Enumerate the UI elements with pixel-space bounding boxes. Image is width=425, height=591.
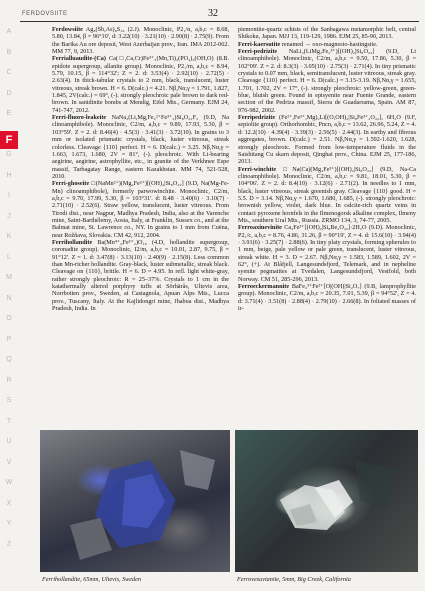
- index-letter-v: V: [6, 458, 12, 466]
- mineral-description: renamed → oxo-magnesio-hastingsite.: [281, 40, 378, 48]
- mineral-entry: [238, 283, 416, 312]
- index-letter-s: S: [6, 397, 12, 404]
- running-header-section: FERDOVSIITE: [22, 11, 68, 17]
- mineral-entry: [238, 48, 416, 114]
- index-letter-w: W: [5, 479, 13, 486]
- mineral-formula: Ca₂Fe²⁺[(OH)₂|Si₈Be₂O₂₂]·2H₂O: [284, 224, 367, 232]
- index-letter-b: B: [6, 48, 12, 56]
- mineral-description: (9.D, Na clinoamphibole). Monoclinic, C2/m, a,b,c = 9.89, 17.93, 5.30, β = 103°59'. Z = 2. d: 8.46(4) · 4.5(3) · 3.41(3) · 3.72(10). In grains to 3 mm or isolated prismatic crystals, black, luster vitreous, streak colorless. Cleavage {110} perfect. H = 6. D(calc.) = 3.25. Nβ,Nα,γ = 1.663, 1.673, 1.680, 2V = 81°, (-). pleochroic. With Li-bearing aegirine, aegirine, astrophyllite, etc., in granite of the Verkhnee Espe massif, Tarbagatay Range, eastern Kazakhstan. MM 74, 521-528, 2010.: [52, 114, 230, 180]
- mineral-formula: NaLi₂(LiMg₂Fe₂³⁺)[(OH)₂|Si₈O₂₂]: [288, 48, 375, 56]
- mineral-description: (9.B, lamprophyllite group). Monoclinic, C2/m, a,b,c = 20.35, 7.01, 5.39, β = 94°52', Z = 4. d: 3.71(4) · 3.51(8) · 2.88(4) · 2.79(10) · 2.66(8). In foliated masses of ir-: [238, 283, 417, 313]
- mineral-description: piemontite-quartz schists of the Sanbagawa metamorphic belt, central Shikoku, Japan. MJJ 13, 119-129, 1986. EJM 25, 85-90, 2013.: [238, 26, 416, 41]
- mineral-description: (4.D, hollandite supergroup, coronadite group). Monoclinic, I2/m, a,b,c = 10.01, 2.87, 9.75, β = 91°12'. Z = 1. d: 3.47(8) · 3.13(10) · 2.40(9) · 2.15(8). Less common than Mn-richer hollandite. Gray-black, luster submetallic, streak black. Cleavage on {110}, brittle. H = 6. D = 4.95. In refl. light white-gray, rather strongly pleochroic: R = 25–37%. Crystals to 1 cm in the katathermally altered porphyry tuffs at Sörhärås, Ultevis area, Norrbotten prov., Sweden, at Castagnola, Apuan Alps Mts., Lucca prov., Tuscany, Italy. At the Kajlidongri mine, Jhabua dist., Madhya Pradesh, India. In: [52, 238, 229, 313]
- index-letter-q: Q: [6, 356, 12, 363]
- mineral-name: Ferri-pedrizite: [238, 48, 278, 56]
- ferrihollandite-photo: [40, 430, 230, 572]
- index-letter-e: E: [6, 110, 12, 117]
- index-letter-r: R: [6, 376, 12, 384]
- mineral-name: Ferroaxinevinite: [238, 224, 282, 232]
- mineral-entry: [238, 224, 416, 283]
- index-letter-x: X: [6, 499, 12, 507]
- mineral-description: (9.D, Na(Mg-Fe-Mn) clinoamphibole), formerly parwowinchite. Monoclinic, C2/m, a,b,c = 9.70, 17.99, 5.30, β = 103°31'. d: 8.48 · 3.40(6) · 3.10(7) · 2.71(10) · 2.52(6). Straw yellow, translucent, luster vitreous. From Tirodi dist., near Nagpur, Madhya Pradesh, India, also at the Varenche mine, Saint-Barthélemy, Aosta, Italy, at Franklin, Sussex co., and at the Balmat mine, St. Lawrence co., NY. In grains to 1 mm from Cuëna, near Rožňava, Slovakia. CM 42, 912, 2004.: [52, 180, 229, 239]
- right-text-column: [238, 26, 416, 312]
- index-letter-k: K: [6, 233, 12, 240]
- mineral-formula: Ba(Mn⁴⁺₆Fe³⁺₂)O₁₆: [97, 238, 147, 246]
- mineral-formula: □(NaMn²⁺)(Mg₄Fe³⁺)[(OH)₂|Si₈O₂₂]: [91, 180, 184, 188]
- mineral-entry: [238, 166, 416, 225]
- mineral-name: Ferdowsiite: [52, 26, 83, 33]
- mineral-description: (8.B. epidote supergroup, allanite group). Monoclinic, P2₁/m, a,b,c = 8.94, 5.79, 10.15, β = 114°32'; Z = 2. d: 3.53(4) · 2.92(10) · 2.72(5) · 2.63(4). In thick-tabular crystals to 2 mm, black, translucent, luster vitreous, streak brown. H = 6. D(calc.) = 4.21. Nβ,Nα,γ = 1.791, 1.827, 1.845, 2V(calc.) = 69°, (-). strongly pleochroic pale brown to dark red-brown. In sanidinite bombs at Mendig, Eifel Mts., Germany. EJM 24, 741-747, 2012.: [52, 55, 230, 114]
- mineral-entry: [52, 26, 229, 55]
- mineral-entry: [238, 114, 416, 165]
- mineral-formula: Ca(□,Ca,Cr)Fe³⁺₂(Mn,Ti)₂(PO₄)₃(OH,O): [109, 55, 214, 63]
- index-letter-n: N: [6, 294, 12, 302]
- index-letter-t: T: [6, 417, 12, 425]
- mineral-name: Ferri-kaersutite: [238, 40, 281, 48]
- figure-caption-right: Ferrovesuvianite, 5mm, Big Creek, California: [237, 576, 351, 583]
- mineral-entry: [238, 26, 416, 41]
- mineral-name: Ferroeckermannite: [238, 283, 290, 291]
- mineral-formula: BaFe₂³⁺Fe²⁺[O|(OH)|Si₂O₇]: [291, 283, 362, 291]
- mineral-name: Ferri-fluoro-leakeite: [52, 114, 107, 122]
- index-letter-u: U: [6, 438, 12, 445]
- ferrovesuvianite-photo: [235, 430, 418, 572]
- index-letter-l: L: [7, 253, 11, 261]
- mineral-name: Ferrihollandite: [52, 238, 93, 246]
- mineral-description: (9.D, Li clinoamphibole). Monoclinic, C2/m, a,b,c = 9.50, 17.86, 5.30, β = 102°09'. Z = 2. d: 8.3(3) · 3.05(10) · 2.75(3) · 2.71(4). In tiny prismatic crystals to 0.07 mm, black, semitranslucent, luster vitreous, streak gray. Cleavage {110} perfect. H = 6. D(calc.) = 3.15-3.19. Nβ,Nα,γ = 1.655, 1.701, 1.702, 2V = 17°, (-). strongly pleochroic: yellow-green, green-blue, bluish green. Found in episyenite near Fuente Grande, eastern section of the Pedriza massif, Sierra de Guadarrama, Spain. AM 87, 976-982, 2002.: [238, 48, 417, 114]
- index-letter-j: J: [7, 212, 11, 220]
- mineral-name: Ferrialluaudite-(Ca): [52, 55, 106, 63]
- mineral-description: (2.J). Monoclinic, P2₁/n, a,b,c = 8.68, 5.80, 13.84, β = 96°10', d: 3.22(10) · 3.21(10) · 2.90(8) · 2.75(9). From the Barika Au ore deposit, West Azerbaijan prov., Iran. IMA 2012-062. MM 77, 9, 2013.: [52, 26, 229, 56]
- mineral-description: (9.D). Monoclinic, P2₁/c, a,b,c = 8.76, 4.86, 31.26, β = 90°19', Z = 4. d: 15.6(10) · 3.94(4) · 3.91(6) · 3.25(7) · 2.88(6). In tiny platy crystals, forming spherules to 1 mm, beige, pale yellow or pale green, translucent, luster vitreous, streak white. H = 3. D = 2.67. Nβ,Nα,γ = 1.583, 1.589, 1.602, 2V = 62°, (+). At Blåfjell, Langesundsfjord, Telemark, and in nepheline syenite pegmatites at Tvedalen, Langesundsfjord, Vestfold, both Norway. CM 51, 285-296, 2013.: [238, 224, 417, 283]
- mineral-formula: (Fe²⁺,Fe³⁺,Mg)₂Li[(O,OH)₂|Si₈Fe³⁺₂O₂₂], 6H₂O: [279, 114, 401, 122]
- index-letter-z: Z: [6, 540, 12, 548]
- alphabet-thumb-index: [0, 20, 18, 591]
- mineral-description: (9.F, sepiolite group). Orthorhombic, Pncn, a,b,c = 13.62, 26.96, 5.24, Z = 4. d: 12.2(10) · 4.39(4) · 3.39(3) · 2.56(5) · 2.44(3). In earthy and fibrous aggregates, brown. D(calc.) = 2.51. Nβ,Nα,γ = 1.592-1.620, 1.628, strongly pleochroic. Formed from low-temperature fluids in the Saishitang Cu skarn deposit, Qinghai prov., China. EJM 25, 177-186, 2013.: [238, 114, 416, 166]
- index-letter-a: A: [6, 28, 12, 35]
- mineral-entry: [52, 55, 229, 114]
- index-letter-i: I: [8, 192, 10, 199]
- index-letter-h: H: [6, 171, 12, 179]
- mineral-entry: [52, 180, 229, 239]
- mineral-name: Ferripedrizite: [238, 114, 276, 122]
- mineral-entry: [238, 41, 416, 48]
- index-letter-y: Y: [6, 520, 12, 527]
- mineral-entry: [52, 239, 229, 312]
- index-letter-f: F: [0, 131, 18, 149]
- index-letter-p: P: [6, 335, 12, 343]
- mineral-name: Ferri-winchite: [238, 165, 277, 173]
- mineral-formula: Ag₈(Sb,As)₈S₁₆: [85, 26, 125, 33]
- figure-caption-left: Ferrihollandite, 65mm, Ultevis, Sweden: [42, 576, 141, 583]
- mineral-description: (9.D, Na-Ca clinoamphibole). Monoclinic, C2/m, a,b,c = 9.81, 18.01, 5.30, β = 104°06'. Z = 2. d: 8.4(10) · 3.12(6) · 2.71(2). In needles to 1 mm, black, luster vitreous, streak greenish gray. Cleavage {110} good. H = 5.5. D = 3.14. Nβ,Nα,γ = 1.670, 1.680, 1.685, (-). strongly pleochroic: brownish yellow, violet, dark blue. In calcite-rich quartz veins in contact pyroxene hornfels in the Ilmenogorsk alkaline complex, Ilmeny Mts., southern Ural Mts., Russia. ZRMO 134, 3, 74-77, 2005.: [238, 165, 416, 224]
- mineral-formula: NaNa₂(Li,Mg,Fe₂²⁺Fe³⁺₂)Si₈O₂₂F₂: [111, 114, 199, 122]
- index-letter-c: C: [6, 69, 12, 76]
- mineral-specimen-image: [235, 430, 418, 572]
- mineral-entry: [52, 114, 229, 180]
- mineral-formula: □Na(Ca)(Mg₄Fe³⁺)[(OH)₂|Si₈O₂₂]: [283, 165, 374, 173]
- index-letter-g: G: [6, 151, 12, 158]
- left-text-column: [52, 26, 229, 312]
- mineral-specimen-image: [40, 430, 230, 572]
- page-number: 32: [208, 8, 218, 19]
- index-letter-d: D: [6, 89, 12, 97]
- index-letter-m: M: [6, 274, 12, 281]
- mineral-name: Ferri-ghoseite: [52, 180, 90, 188]
- header-rule: [20, 21, 419, 22]
- index-letter-o: O: [6, 315, 12, 322]
